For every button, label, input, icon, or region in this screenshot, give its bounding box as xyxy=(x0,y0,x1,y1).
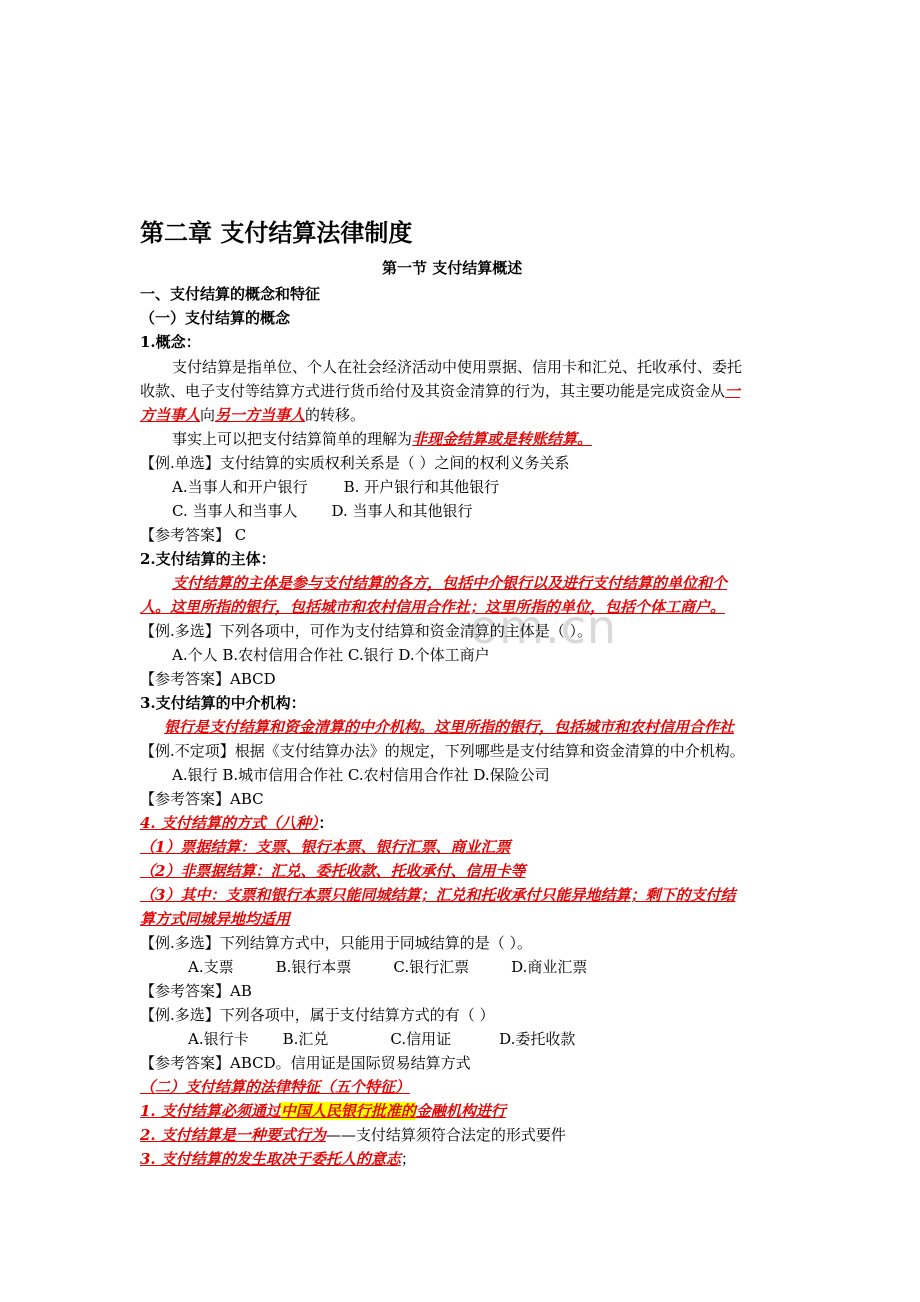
example-options-3: A.银行 B.城市信用合作社 C.农村信用合作社 D.保险公司 xyxy=(172,766,550,784)
example-answer-3: 【参考答案】ABC xyxy=(140,790,264,808)
heading-methods xyxy=(140,813,333,833)
example-answer-4: 【参考答案】AB xyxy=(140,982,252,1000)
example-options-1-row2 xyxy=(172,501,473,521)
method-3-line2: 算方式同城异地均适用 xyxy=(140,910,291,928)
method-2: （2）非票据结算：汇兑、委托收款、托收承付、信用卡等 xyxy=(140,862,526,880)
example-answer-5: 【参考答案】ABCD。信用证是国际贸易结算方式 xyxy=(140,1054,471,1072)
paragraph-text: ——支付结算须符合法定的形式要件 xyxy=(325,1126,566,1144)
example-question-1: 【例.单选】支付结算的实质权利关系是（ ）之间的权利义务关系 xyxy=(140,454,570,472)
paragraph-text: 的转移。 xyxy=(305,406,366,424)
option-b: B. 开户银行和其他银行 xyxy=(343,478,500,496)
paragraph-definition-line2 xyxy=(140,381,740,401)
emphasis-text: 金融机构进行 xyxy=(415,1102,506,1120)
option-c: C.银行汇票 xyxy=(393,958,470,976)
heading-legal-features: （二）支付结算的法律特征（五个特征） xyxy=(140,1078,411,1096)
heading-subject: 2.支付结算的主体： xyxy=(140,550,276,568)
method-3-line1: （3）其中：支票和银行本票只能同城结算；汇兑和托收承付只能异地结算；剩下的支付结 xyxy=(140,886,736,904)
example-options-5 xyxy=(188,1029,575,1049)
example-question-5: 【例.多选】下列各项中，属于支付结算方式的有（ ） xyxy=(140,1006,495,1024)
paragraph-intermediary: 银行是支付结算和资金清算的中介机构。这里所指的银行，包括城市和农村信用合作社 xyxy=(164,718,735,736)
emphasis-text: 1. 支付结算必须通过 xyxy=(140,1102,281,1120)
emphasis-text: 3. 支付结算的发生取决于委托人的意志 xyxy=(140,1150,401,1168)
emphasis-text: 一 xyxy=(725,382,741,400)
emphasis-text: 另一方当事人 xyxy=(215,406,306,424)
example-question-2: 【例.多选】下列各项中，可作为支付结算和资金清算的主体是（ ）。 xyxy=(140,622,593,640)
example-answer-1: 【参考答案】 C xyxy=(140,526,247,544)
heading-definition: 1.概念： xyxy=(140,333,201,351)
paragraph-text: 向 xyxy=(200,406,216,424)
heading-concept: （一）支付结算的概念 xyxy=(140,309,291,327)
paragraph-definition-line1: 支付结算是指单位、个人在社会经济活动中使用票据、信用卡和汇兑、托收承付、委托 xyxy=(172,358,743,376)
paragraph-text: 事实上可以把支付结算简单的理解为 xyxy=(172,430,413,448)
method-1: （1）票据结算：支票、银行本票、银行汇票、商业汇票 xyxy=(140,838,511,856)
example-question-4: 【例.多选】下列结算方式中，只能用于同城结算的是（ ）。 xyxy=(140,934,533,952)
heading-concept-features: 一、支付结算的概念和特征 xyxy=(140,285,321,303)
feature-3 xyxy=(140,1149,416,1169)
paragraph-text: ： xyxy=(318,814,334,832)
example-options-2: A.个人 B.农村信用合作社 C.银行 D.个体工商户 xyxy=(172,646,490,664)
paragraph-text: ； xyxy=(400,1150,416,1168)
option-a: A.当事人和开户银行 xyxy=(172,478,308,496)
example-options-1-row1 xyxy=(172,477,499,497)
paragraph-text: 收款、电子支付等结算方式进行货币给付及其资金清算的行为，其主要功能是完成资金从 xyxy=(140,382,726,400)
option-c: C. 当事人和当事人 xyxy=(172,502,298,520)
option-b: B.汇兑 xyxy=(282,1030,329,1048)
watermark: om.cn xyxy=(470,600,618,654)
feature-2 xyxy=(140,1125,566,1145)
section-title: 第一节 支付结算概述 xyxy=(382,259,523,277)
option-d: D.商业汇票 xyxy=(511,958,588,976)
chapter-title: 第二章 支付结算法律制度 xyxy=(140,218,413,247)
emphasis-text: 方当事人 xyxy=(140,406,201,424)
option-b: B.银行本票 xyxy=(275,958,352,976)
emphasis-text: 非现金结算或是转账结算。 xyxy=(412,430,593,448)
paragraph-definition-line3 xyxy=(140,405,365,425)
example-options-4 xyxy=(188,957,587,977)
highlighted-text: 中国人民银行批准的 xyxy=(280,1102,416,1120)
option-d: D. 当事人和其他银行 xyxy=(331,502,473,520)
option-a: A.银行卡 xyxy=(188,1030,249,1048)
example-question-3: 【例.不定项】根据《支付结算办法》的规定，下列哪些是支付结算和资金清算的中介机构。 xyxy=(140,742,745,760)
option-c: C.信用证 xyxy=(390,1030,452,1048)
feature-1 xyxy=(140,1101,506,1121)
emphasis-text: 2. 支付结算是一种要式行为 xyxy=(140,1126,326,1144)
paragraph-subject-line1: 支付结算的主体是参与支付结算的各方，包括中介银行以及进行支付结算的单位和个 xyxy=(172,574,728,592)
heading-intermediary: 3.支付结算的中介机构： xyxy=(140,694,306,712)
option-a: A.支票 xyxy=(188,958,234,976)
emphasis-text: 4. 支付结算的方式（八种） xyxy=(140,814,319,832)
example-answer-2: 【参考答案】ABCD xyxy=(140,670,276,688)
paragraph-subject-line2: 人。这里所指的银行，包括城市和农村信用合作社；这里所指的单位，包括个体工商户。 xyxy=(140,598,726,616)
paragraph-simple-understanding xyxy=(172,429,592,449)
option-d: D.委托收款 xyxy=(499,1030,576,1048)
